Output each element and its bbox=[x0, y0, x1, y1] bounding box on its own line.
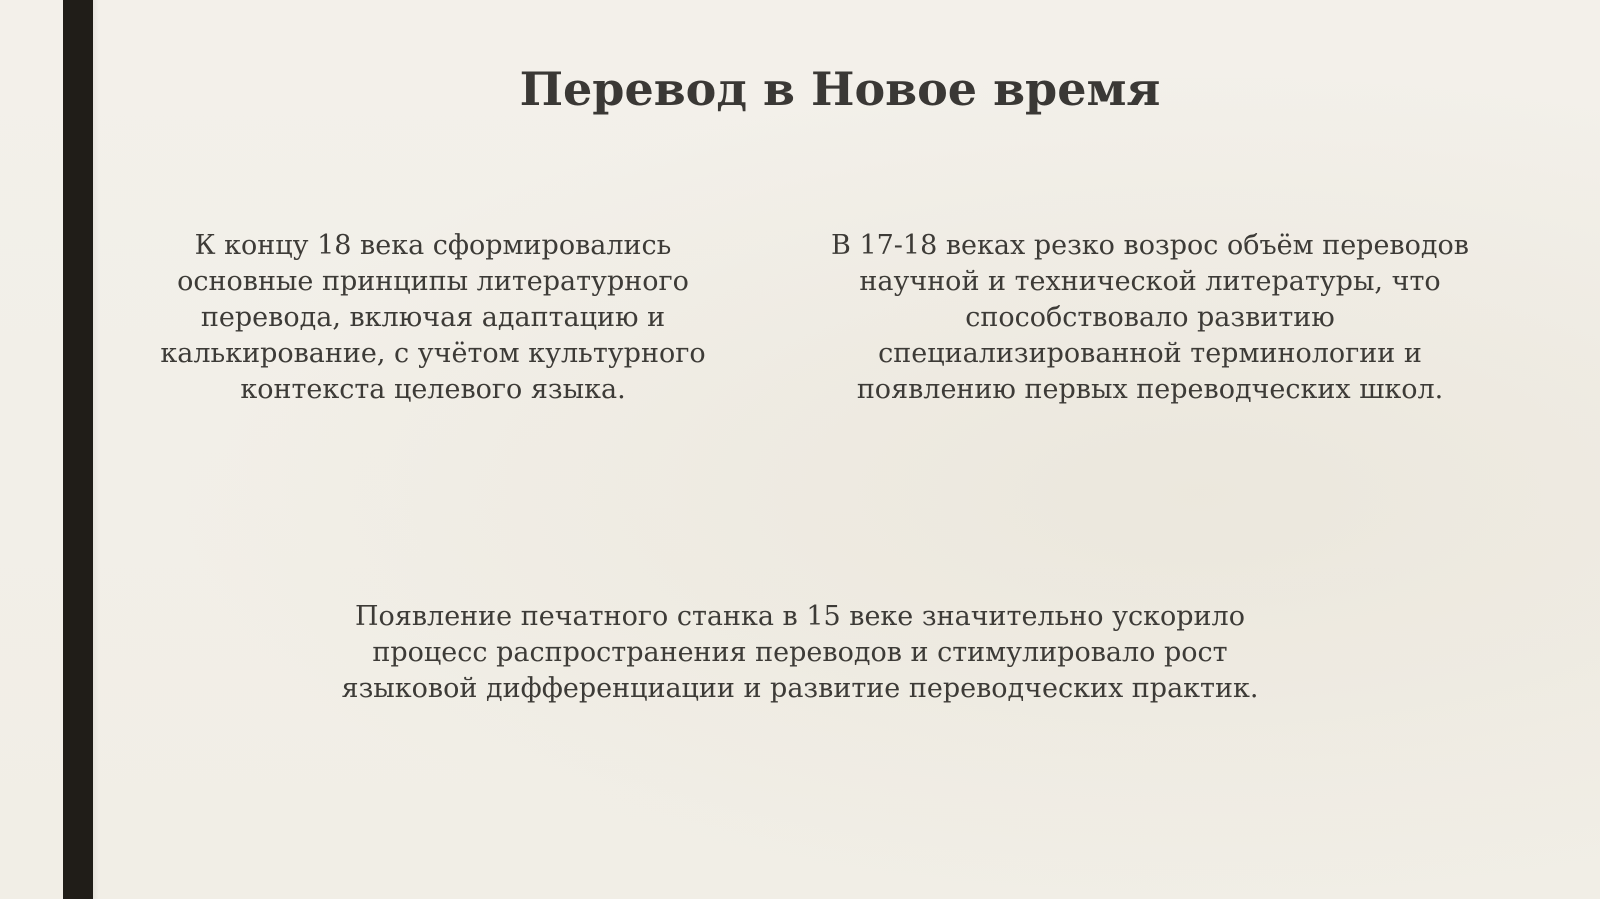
side-bar-shadow bbox=[93, 0, 99, 899]
left-text-block: К концу 18 века сформировались основные принципы литературного перевода, включая адаптацию и калькирование, с учётом культурного контекста целевого языка. bbox=[160, 230, 706, 405]
right-text-block: В 17-18 веках резко возрос объём переводов научной и технической литературы, что способствовало развитию специализированной терминологии и появлению первых переводческих школ. bbox=[831, 230, 1469, 405]
decorative-side-bar bbox=[63, 0, 93, 899]
slide-title: Перевод в Новое время bbox=[519, 62, 1161, 116]
bottom-text-block: Появление печатного станка в 15 веке значительно ускорило процесс распространения переводов и стимулировало рост языковой дифференциации и развитие переводческих практик. bbox=[341, 601, 1259, 704]
